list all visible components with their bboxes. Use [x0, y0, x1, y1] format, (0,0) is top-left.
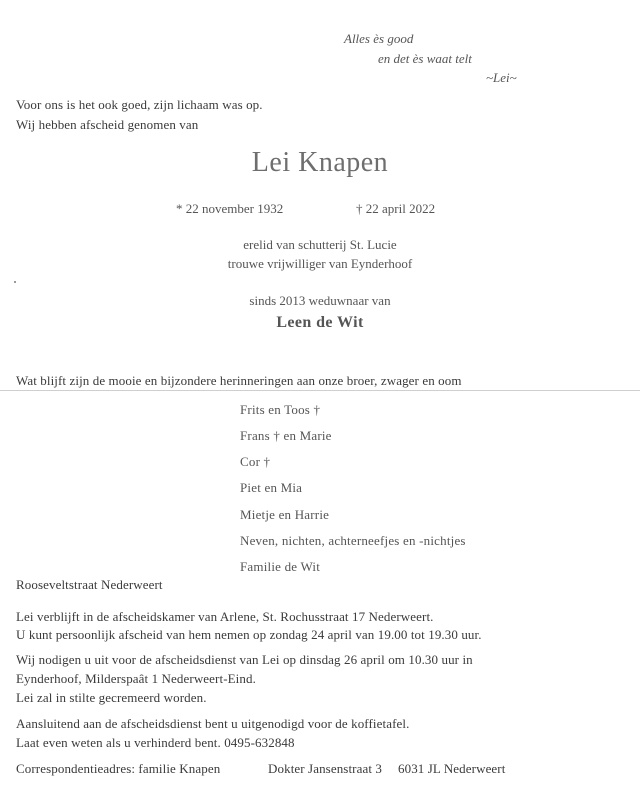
- visitation-line-1: Lei verblijft in de afscheidskamer van Arlene, St. Rochusstraat 17 Nederweert.: [16, 609, 434, 624]
- birth-date: * 22 november 1932: [176, 201, 284, 216]
- spouse-intro: sinds 2013 weduwnaar van: [249, 293, 391, 308]
- quote-line-1: Alles ès good: [344, 31, 414, 46]
- deceased-name: Lei Knapen: [251, 147, 389, 178]
- intro-line-2: Wij hebben afscheid genomen van: [16, 117, 199, 132]
- family-member: Mietje en Harrie: [240, 507, 330, 522]
- correspondence-city: 6031 JL Nederweert: [398, 761, 506, 776]
- service-line-3: Lei zal in stilte gecremeerd worden.: [16, 690, 207, 705]
- quote-attribution: ~Lei~: [486, 70, 517, 85]
- family-member: Neven, nichten, achterneefjes en -nichtjes: [240, 533, 466, 548]
- visitation-line-2: U kunt persoonlijk afscheid van hem nemen op zondag 24 april van 19.00 tot 19.30 uur.: [16, 627, 482, 642]
- divider: [0, 390, 640, 391]
- home-address: Rooseveltstraat Nederweert: [16, 577, 163, 592]
- service-line-1: Wij nodigen u uit voor de afscheidsdienst van Lei op dinsdag 26 april om 10.30 uur in: [16, 652, 473, 667]
- correspondence-street: Dokter Jansenstraat 3: [268, 761, 383, 776]
- spouse-name: Leen de Wit: [276, 314, 364, 331]
- service-line-2: Eynderhoof, Milderspaât 1 Nederweert-Eind.: [16, 671, 256, 686]
- quote-line-2: en det ès waat telt: [378, 51, 472, 66]
- family-member: Familie de Wit: [240, 559, 321, 574]
- scan-speck: [14, 281, 16, 283]
- coffee-line-2: Laat even weten als u verhinderd bent. 0495-632848: [16, 735, 295, 750]
- role-line-1: erelid van schutterij St. Lucie: [243, 237, 397, 252]
- coffee-line-1: Aansluitend aan de afscheidsdienst bent u uitgenodigd voor de koffietafel.: [16, 716, 410, 731]
- correspondence-label: Correspondentieadres: familie Knapen: [16, 761, 221, 776]
- memories-line: Wat blijft zijn de mooie en bijzondere herinneringen aan onze broer, zwager en oom: [16, 373, 462, 388]
- family-member: Piet en Mia: [240, 480, 303, 495]
- family-member: Frits en Toos †: [240, 402, 321, 417]
- intro-line-1: Voor ons is het ook goed, zijn lichaam was op.: [16, 97, 263, 112]
- role-line-2: trouwe vrijwilliger van Eynderhoof: [227, 256, 413, 271]
- death-date: † 22 april 2022: [356, 201, 436, 216]
- family-member: Cor †: [240, 454, 271, 469]
- family-member: Frans † en Marie: [240, 428, 332, 443]
